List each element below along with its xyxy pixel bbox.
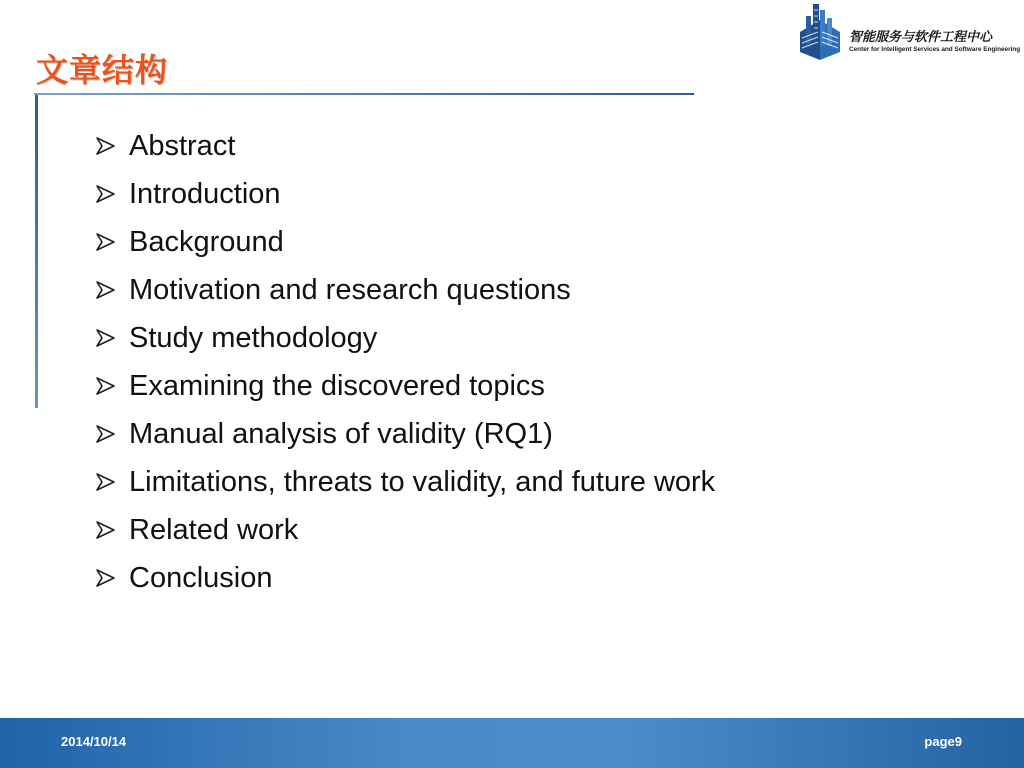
arrow-bullet-icon <box>92 132 118 160</box>
left-accent-rule <box>35 95 38 408</box>
outline-item <box>92 506 715 554</box>
organization-logo <box>796 2 1021 66</box>
title-underline <box>34 93 694 95</box>
outline-item <box>92 554 715 602</box>
outline-item-label: Manual analysis of validity (RQ1) <box>129 417 553 450</box>
outline-item <box>92 410 715 458</box>
arrow-bullet-icon <box>92 516 118 544</box>
arrow-bullet-icon <box>92 276 118 304</box>
arrow-bullet-icon <box>92 228 118 256</box>
outline-item-label: Related work <box>129 513 299 546</box>
outline-item-label: Introduction <box>129 177 281 210</box>
arrow-bullet-icon <box>92 468 118 496</box>
footer-bar <box>0 718 1024 768</box>
outline-item <box>92 170 715 218</box>
outline-item <box>92 122 715 170</box>
outline-item-label: Background <box>129 225 284 258</box>
logo-english-name: Center for Intelligent Services and Software Engineering <box>849 46 1021 53</box>
arrow-bullet-icon <box>92 324 118 352</box>
arrow-bullet-icon <box>92 180 118 208</box>
logo-chinese-name: 智能服务与软件工程中心 <box>849 30 993 45</box>
arrow-bullet-icon <box>92 372 118 400</box>
outline-item-label: Motivation and research questions <box>129 273 571 306</box>
outline-item-label: Conclusion <box>129 561 273 594</box>
arrow-bullet-icon <box>92 564 118 592</box>
outline-list <box>92 122 715 602</box>
outline-item-label: Abstract <box>129 129 236 162</box>
outline-item <box>92 266 715 314</box>
building-stack-logo-icon <box>796 2 844 64</box>
footer-page-number: page9 <box>924 734 962 749</box>
outline-item-label: Study methodology <box>129 321 378 354</box>
outline-item <box>92 362 715 410</box>
arrow-bullet-icon <box>92 420 118 448</box>
slide-title: 文章结构 <box>36 51 169 89</box>
outline-item <box>92 458 715 506</box>
outline-item-label: Limitations, threats to validity, and future work <box>129 465 716 498</box>
outline-item <box>92 314 715 362</box>
footer-date: 2014/10/14 <box>61 734 127 749</box>
outline-item <box>92 218 715 266</box>
outline-item-label: Examining the discovered topics <box>129 369 545 402</box>
